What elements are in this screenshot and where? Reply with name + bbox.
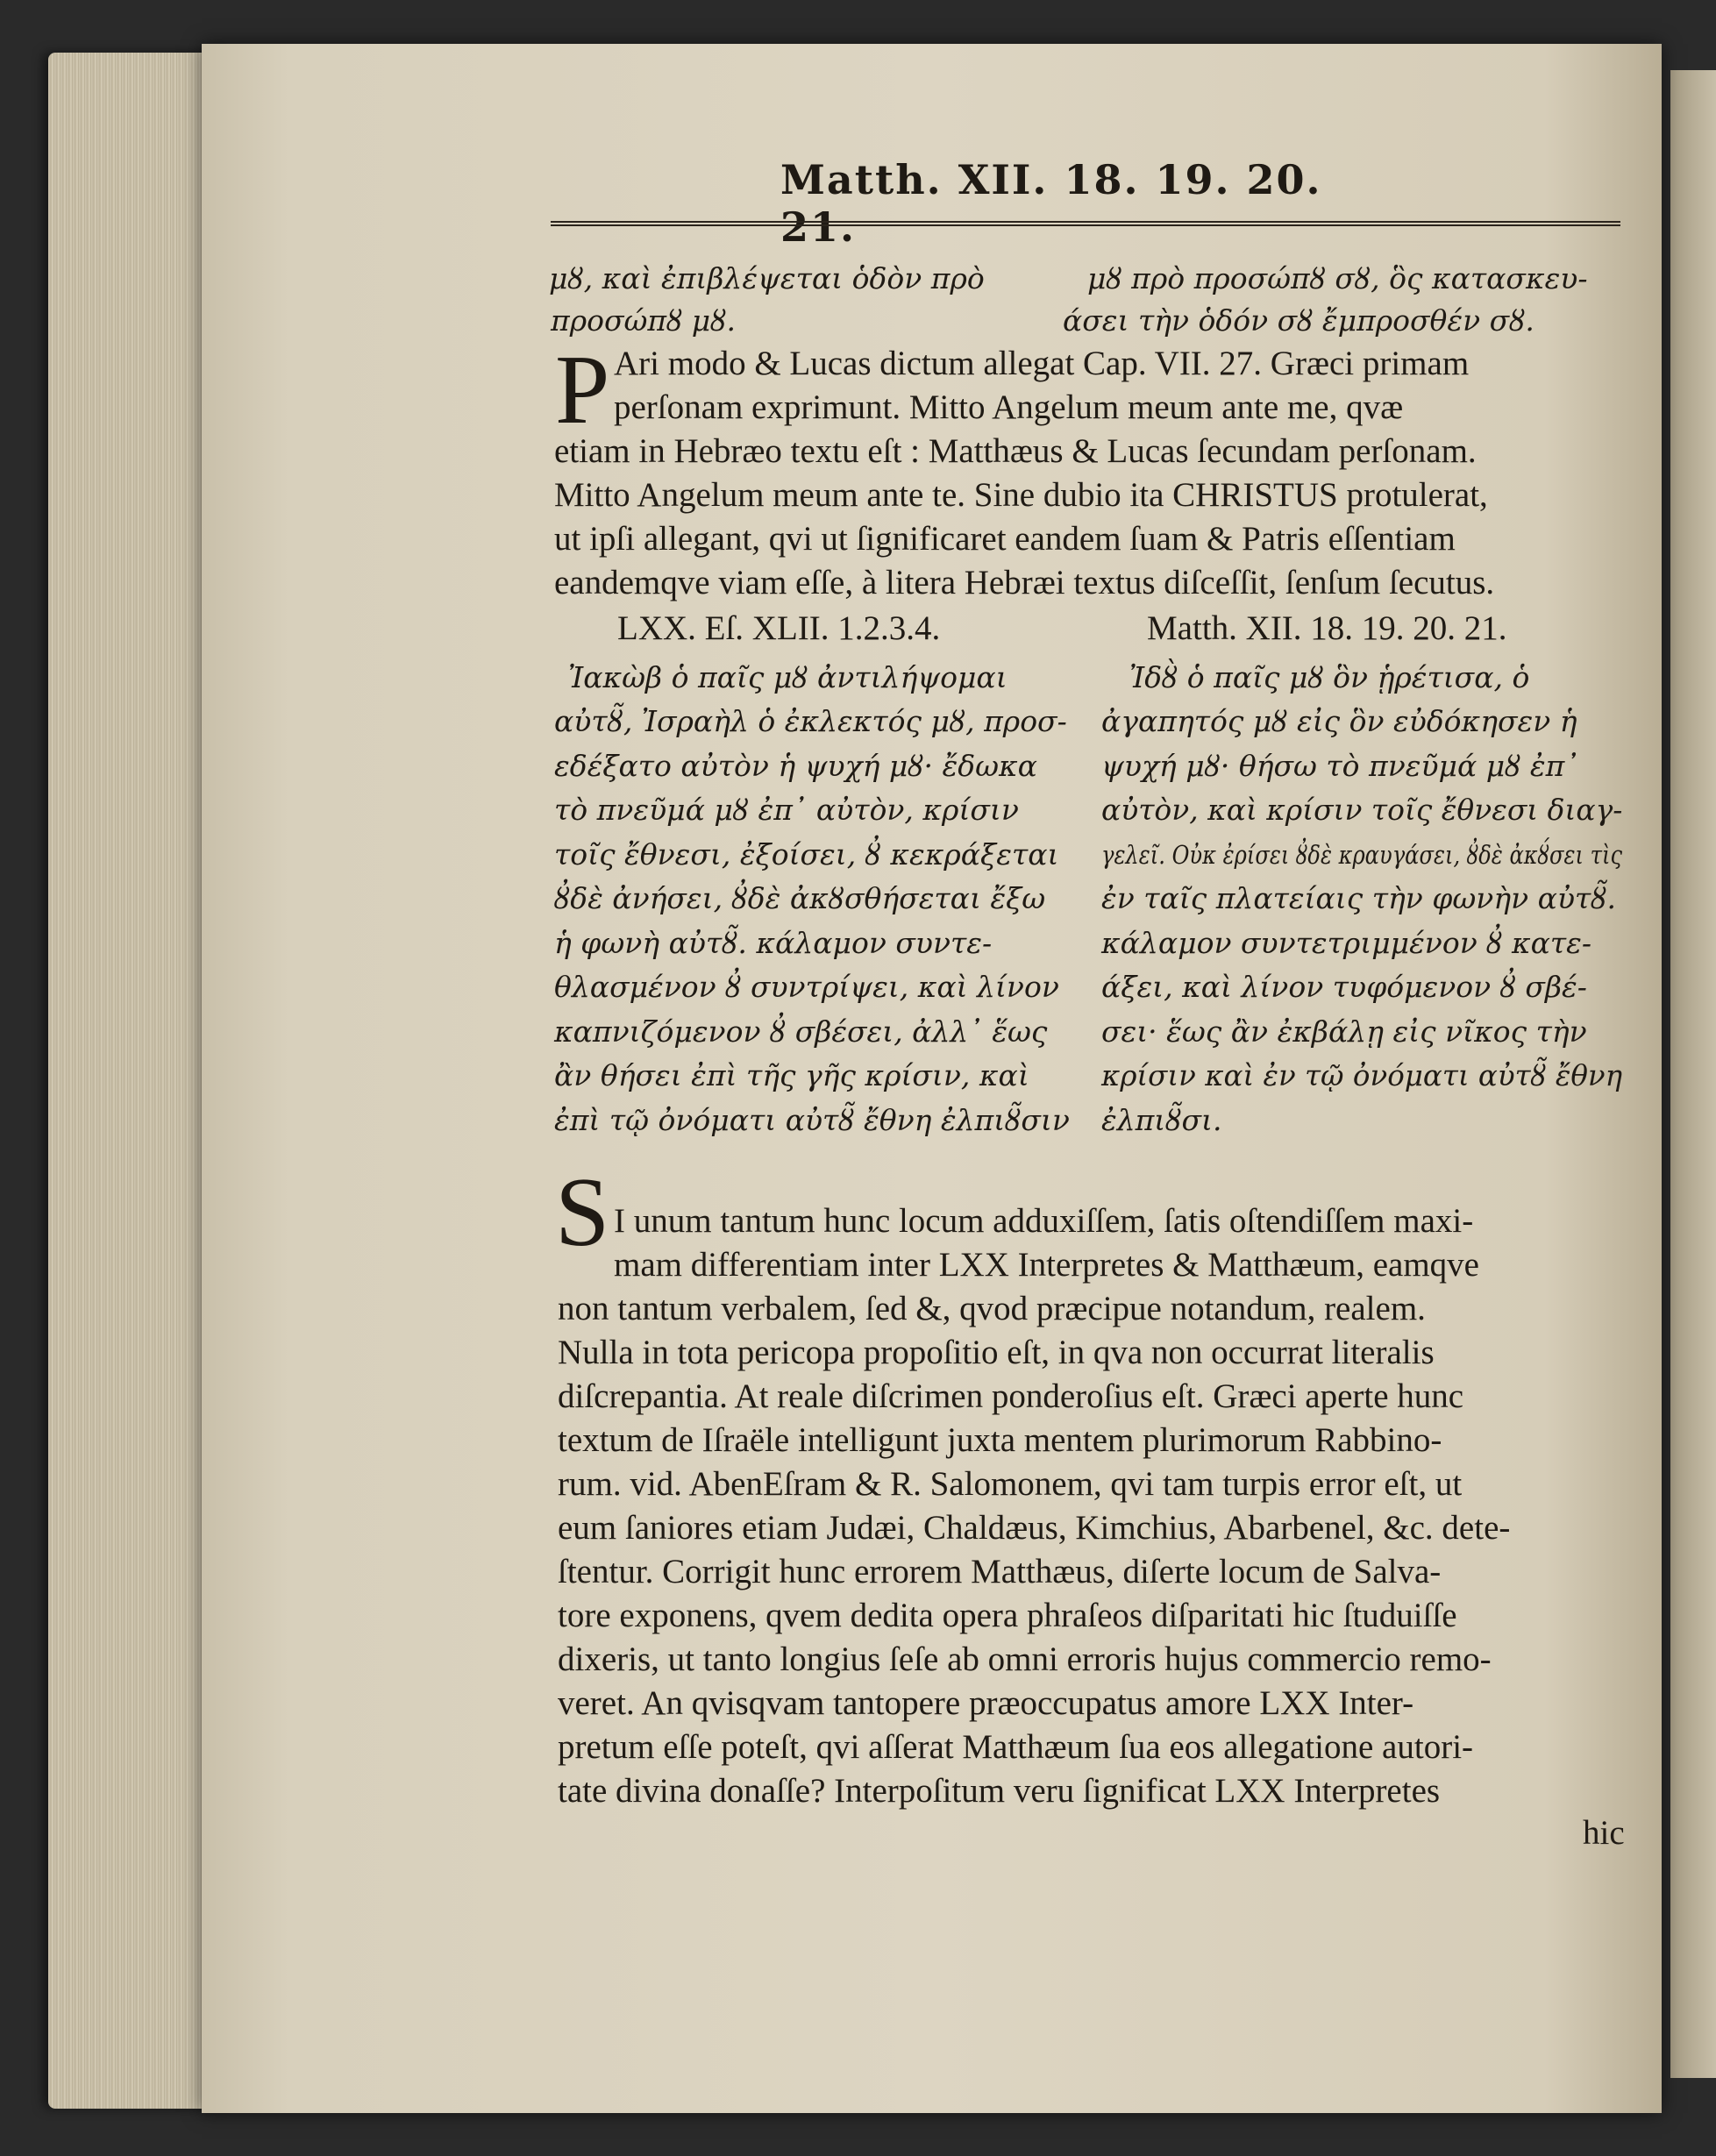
- lxx-line-8: θλασμένον ȣ̓ συντρίψει, καὶ λίνον: [554, 970, 1059, 1004]
- para1-line-4: Mitto Angelum meum ante te. Sine dubio ita CHRISTUS protulerat,: [554, 476, 1488, 514]
- para1-line-1: Ari modo & Lucas dictum allegat Cap. VII. 27. Græci primam: [614, 345, 1470, 382]
- para2-line-7: rum. vid. AbenEſram & R. Salomonem, qvi tam turpis error eſt, ut: [558, 1465, 1463, 1503]
- para2-line-2: mam differentiam inter LXX Interpretes & Matthæum, eamqve: [614, 1246, 1479, 1284]
- para2-line-6: textum de Iſraële intelligunt juxta mentem plurimorum Rabbino-: [558, 1421, 1442, 1459]
- para2-line-4: Nulla in tota pericopa propoſitio eſt, in qva non occurrat literalis: [558, 1334, 1435, 1371]
- running-head: Matth. XII. 18. 19. 20. 21.: [780, 156, 1322, 251]
- matthew-line-4: αὐτὸν, καὶ κρίσιν τοῖς ἔθνεσι διαγ-: [1101, 793, 1623, 827]
- para2-line-5: diſcrepantia. At reale diſcrimen ponderoſius eſt. Græci aperte hunc: [558, 1377, 1464, 1415]
- lxx-line-4: τὸ πνεῦμά μȣ ἐπ᾽ αὐτὸν, κρίσιν: [554, 793, 1019, 827]
- facing-page-edge: [1670, 70, 1716, 2078]
- lxx-line-1: Ἰακὼβ ὁ παῖς μȣ ἀντιλήψομαι: [568, 660, 1008, 694]
- drop-cap-p: P: [555, 336, 610, 445]
- top-greek-left-1: μȣ, καὶ ἐπιβλέψεται ὁδὸν πρὸ: [549, 261, 985, 295]
- lxx-line-10: ἂν θήσει ἐπὶ τῆς γῆς κρίσιν, καὶ: [554, 1058, 1029, 1092]
- drop-cap-s: S: [555, 1158, 610, 1267]
- para2-line-8: eum ſaniores etiam Judæi, Chaldæus, Kimchius, Abarbenel, &c. dete-: [558, 1509, 1511, 1547]
- para1-line-5: ut ipſi allegant, qvi ut ſignificaret eandem ſuam & Patris eſſentiam: [554, 520, 1456, 558]
- para2-line-3: non tantum verbalem, ſed &, qvod præcipue notandum, realem.: [558, 1290, 1426, 1327]
- lxx-line-3: εδέξατο αὐτὸν ἡ ψυχή μȣ· ἔδωκα: [554, 749, 1037, 783]
- para2-line-9: ſtentur. Corrigit hunc errorem Matthæus, diſerte locum de Salva-: [558, 1553, 1442, 1590]
- lxx-line-9: καπνιζόμενον ȣ̓ σβέσει, ἀλλ᾽ ἕως: [554, 1014, 1048, 1049]
- top-greek-right-2: άσει τὴν ὁδόν σȣ ἔμπροσθέν σȣ.: [1063, 303, 1534, 338]
- matthew-line-10: κρίσιν καὶ ἐν τῷ ὀνόματι αὐτȣ̃ ἔθνη: [1101, 1058, 1623, 1092]
- column-head-matthew: Matth. XII. 18. 19. 20. 21.: [1147, 609, 1507, 647]
- lxx-line-5: τοῖς ἔθνεσι, ἐξοίσει, ȣ̓ κεκράξεται: [554, 837, 1059, 872]
- matthew-line-6: ἐν ταῖς πλατείαις τὴν φωνὴν αὐτȣ̃.: [1101, 881, 1616, 915]
- lxx-line-11: ἐπὶ τῷ ὀνόματι αὐτȣ̃ ἔθνη ἐλπιȣ̃σιν: [554, 1103, 1070, 1137]
- matthew-line-8: άξει, καὶ λίνον τυφόμενον ȣ̓ σβέ-: [1101, 970, 1587, 1004]
- matthew-line-9: σει· ἕως ἂν ἐκβάλῃ εἰς νῖκος τὴν: [1101, 1014, 1587, 1049]
- matthew-line-5: γελεῖ. Οὐκ ἐρίσει ȣ̓δὲ κραυγάσει, ȣ̓δὲ ἀκȣ́σει τὶς: [1101, 840, 1623, 870]
- matthew-line-1: Ἰδȣ̀ ὁ παῖς μȣ ὃν ᾑρέτισα, ὁ: [1129, 660, 1530, 694]
- matthew-line-11: ἐλπιȣ̃σι.: [1101, 1103, 1222, 1137]
- para1-line-6: eandemqve viam eſſe, à litera Hebræi textus diſceſſit, ſenſum ſecutus.: [554, 564, 1495, 601]
- matthew-line-2: ἀγαπητός μȣ εἰς ὃν εὐδόκησεν ἡ: [1101, 704, 1577, 738]
- matthew-line-3: ψυχή μȣ· θήσω τὸ πνεῦμά μȣ ἐπ᾽: [1101, 749, 1579, 783]
- para1-line-2: perſonam exprimunt. Mitto Angelum meum ante me, qvæ: [614, 388, 1404, 426]
- top-greek-left-2: προσώπȣ μȣ.: [551, 303, 736, 338]
- top-greek-right-1: μȣ πρὸ προσώπȣ σȣ, ὃς κατασκευ-: [1087, 261, 1588, 295]
- lxx-line-7: ἡ φωνὴ αὐτȣ̃. κάλαμον συντε-: [554, 926, 993, 960]
- lxx-line-6: ȣ̓δὲ ἀνήσει, ȣ̓δὲ ἀκȣσθήσεται ἔξω: [554, 881, 1046, 915]
- para1-line-3: etiam in Hebræo textu eſt : Matthæus & Lucas ſecundam perſonam.: [554, 432, 1477, 470]
- para2-line-10: tore exponens, qvem dedita opera phraſeos diſparitati hic ſtuduiſſe: [558, 1597, 1457, 1634]
- matthew-line-7: κάλαμον συντετριμμένον ȣ̓ κατε-: [1101, 926, 1592, 960]
- para2-line-12: veret. An qvisqvam tantopere præoccupatus amore LXX Inter-: [558, 1684, 1414, 1722]
- book-page-edges: [48, 53, 224, 2109]
- header-rule: [551, 221, 1620, 226]
- lxx-line-2: αὐτȣ̃, Ἰσραὴλ ὁ ἐκλεκτός μȣ, προσ-: [554, 704, 1067, 738]
- para2-line-14: tate divina donaſſe? Interpoſitum veru ſignificat LXX Interpretes: [558, 1772, 1441, 1810]
- para2-line-1: I unum tantum hunc locum adduxiſſem, ſatis oſtendiſſem maxi-: [614, 1202, 1474, 1240]
- catchword: hic: [1583, 1814, 1625, 1852]
- para2-line-11: dixeris, ut tanto longius ſeſe ab omni erroris hujus commercio remo-: [558, 1640, 1492, 1678]
- column-head-lxx: LXX. Eſ. XLII. 1.2.3.4.: [617, 609, 941, 647]
- para2-line-13: pretum eſſe poteſt, qvi aſſerat Matthæum ſua eos allegatione autori-: [558, 1728, 1474, 1766]
